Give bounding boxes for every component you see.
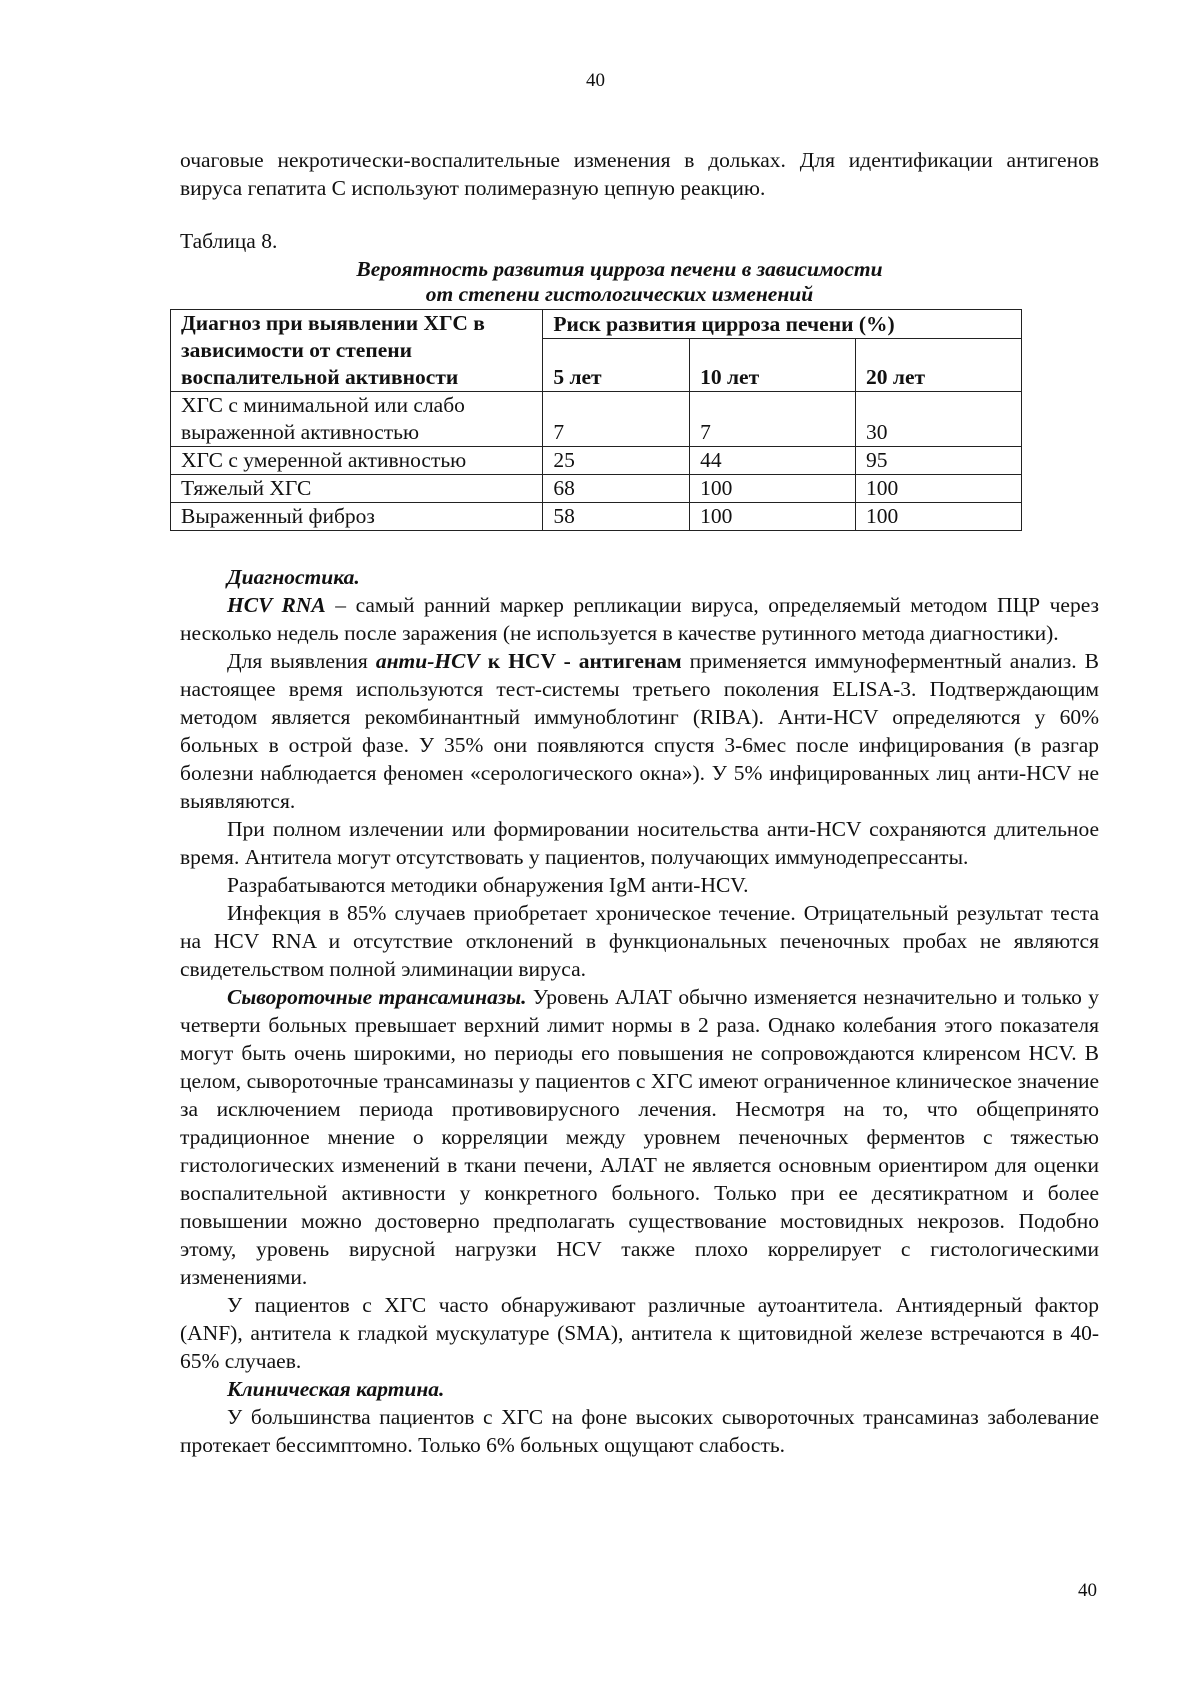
cirrhosis-risk-table bbox=[170, 309, 1022, 531]
table-cell-5-years: 58 bbox=[543, 503, 690, 531]
table-header-risk: Риск развития цирроза печени (%) bbox=[543, 310, 1022, 339]
table-cell-diagnosis: ХГС с умеренной активностью bbox=[171, 447, 543, 475]
paragraph-cure: При полном излечении или формировании носительства анти-HCV сохраняются длительное время. Антитела могут отсутствовать у пациентов, получающих иммунодепрессанты. bbox=[180, 817, 1099, 869]
table-row bbox=[171, 447, 1022, 475]
paragraph-text: Уровень АЛАТ обычно изменяется незначительно и только у четверти больных превышает верхний лимит нормы в 2 раза. Однако колебания этого показателя могут быть очень широкими, но периоды его повышения не сопровождаются клиренсом HCV. В целом, сывороточные трансаминазы у пациентов с ХГС имеют ограниченное клиническое значение за исключением периода противовирусного лечения. Несмотря на то, что общепринято традиционное мнение о корреляции между уровнем печеночных ферментов с тяжестью гистологических изменений в ткани печени, АЛАТ не является основным ориентиром для оценки воспалительной активности у конкретного больного. Только при ее десятикратном и более повышении можно достоверно предполагать существование мостовидных некрозов. Подобно этому, уровень вирусной нагрузки HCV также плохо коррелирует с гистологическими изменениями. bbox=[180, 985, 1099, 1289]
page-number-bottom: 40 bbox=[1078, 1580, 1097, 1601]
paragraph-hcv-rna bbox=[180, 591, 1099, 647]
table-header-10-years: 10 лет bbox=[690, 339, 856, 392]
paragraph-clinical: У большинства пациентов с ХГС на фоне высоких сывороточных трансаминаз заболевание протекает бессимптомно. Только 6% больных ощущают слабость. bbox=[180, 1405, 1099, 1457]
table-cell-20-years: 100 bbox=[856, 503, 1022, 531]
table-label: Таблица 8. bbox=[180, 229, 278, 253]
paragraph-text: Для выявления bbox=[227, 649, 376, 673]
term-anti-hcv: анти-HCV bbox=[375, 649, 480, 673]
table-row bbox=[171, 475, 1022, 503]
paragraph-text: – самый ранний маркер репликации вируса, определяемый методом ПЦР через несколько недель после заражения (не используется в качестве рутинного метода диагностики). bbox=[180, 593, 1099, 645]
table-cell-5-years: 68 bbox=[543, 475, 690, 503]
table-cell-10-years: 44 bbox=[690, 447, 856, 475]
table-cell-20-years: 30 bbox=[856, 392, 1022, 447]
table-header-5-years: 5 лет bbox=[543, 339, 690, 392]
intro-paragraph: очаговые некротически-воспалительные изменения в дольках. Для идентификации антигенов вируса гепатита С используют полимеразную цепную реакцию. bbox=[180, 148, 1099, 200]
table-header-diagnosis: Диагноз при выявлении ХГС в зависимости от степени воспалительной активности bbox=[171, 310, 543, 392]
table-cell-diagnosis: Выраженный фиброз bbox=[171, 503, 543, 531]
paragraph-transaminases bbox=[180, 983, 1099, 1291]
term-hcv-antigens: к HCV - антигенам bbox=[479, 649, 682, 673]
paragraph-text: применяется иммуноферментный анализ. В настоящее время используются тест-системы третьего поколения ELISA-3. Подтверждающим методом является рекомбинантный иммуноблотинг (RIBA). Анти-HCV определяются у 60% больных в острой фазе. У 35% они появляются спустя 3-6мес после инфицирования (в разгар болезни наблюдается феномен «серологического окна»). У 5% инфицированных лиц анти-HCV не выявляются. bbox=[180, 649, 1100, 813]
table-row bbox=[171, 503, 1022, 531]
paragraph-anti-hcv bbox=[180, 647, 1099, 815]
table-caption-line-1: Вероятность развития цирроза печени в зависимости bbox=[356, 257, 883, 281]
table-cell-10-years: 100 bbox=[690, 503, 856, 531]
table-header-20-years: 20 лет bbox=[856, 339, 1022, 392]
table-row bbox=[171, 392, 1022, 447]
paragraph-infection: Инфекция в 85% случаев приобретает хроническое течение. Отрицательный результат теста на HCV RNA и отсутствие отклонений в функциональных печеночных пробах не являются свидетельством полной элиминации вируса. bbox=[180, 901, 1099, 981]
term-transaminases: Сывороточные трансаминазы. bbox=[227, 985, 527, 1009]
section-title-diagnostics: Диагностика. bbox=[227, 565, 360, 589]
table-caption-line-2: от степени гистологических изменений bbox=[425, 282, 814, 306]
term-hcv-rna: HCV RNA bbox=[227, 593, 326, 617]
section-title-clinical: Клиническая картина. bbox=[227, 1377, 445, 1401]
paragraph-autoantibodies: У пациентов с ХГС часто обнаруживают различные аутоантитела. Антиядерный фактор (ANF), антитела к гладкой мускулатуре (SMA), антитела к щитовидной железе встречаются в 40-65% случаев. bbox=[180, 1293, 1099, 1373]
page-content bbox=[180, 146, 1099, 1459]
page-number-top: 40 bbox=[586, 70, 605, 91]
paragraph-igm: Разрабатываются методики обнаружения IgM анти-HCV. bbox=[227, 873, 749, 897]
table-cell-5-years: 25 bbox=[543, 447, 690, 475]
table-cell-10-years: 100 bbox=[690, 475, 856, 503]
table-cell-diagnosis: ХГС с минимальной или слабо выраженной активностью bbox=[171, 392, 543, 447]
table-cell-20-years: 100 bbox=[856, 475, 1022, 503]
table-cell-diagnosis: Тяжелый ХГС bbox=[171, 475, 543, 503]
table-cell-10-years: 7 bbox=[690, 392, 856, 447]
table-cell-5-years: 7 bbox=[543, 392, 690, 447]
table-cell-20-years: 95 bbox=[856, 447, 1022, 475]
